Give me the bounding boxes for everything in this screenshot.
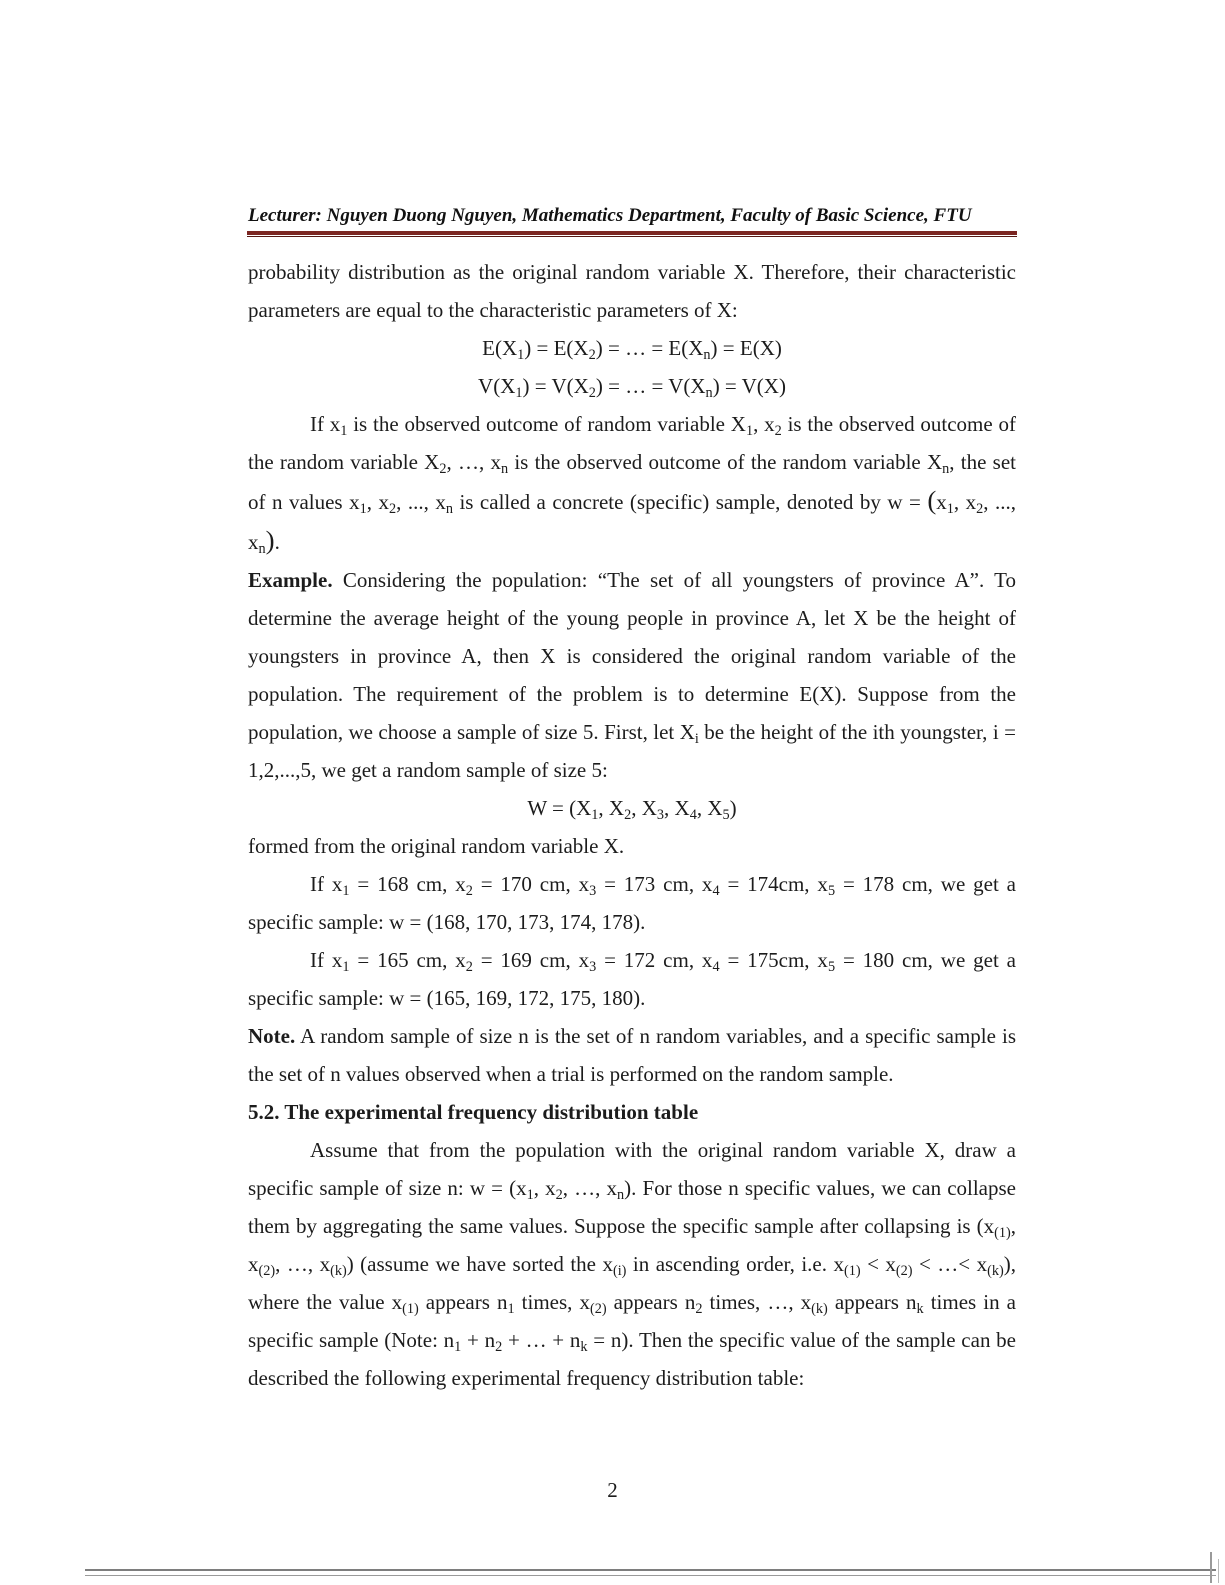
subscript-run: n [705,384,713,401]
text-run: = 173 cm, x [596,872,713,896]
subscript-run: 2 [388,500,397,517]
text-run: is the observed outcome of the random variable X [248,412,1016,474]
text-run: If x [310,412,341,436]
text-run: If x [310,948,343,972]
header-rule-thick-line [247,231,1017,235]
text-run: W = (X [527,796,592,820]
subscript-run: 2 [555,1186,563,1203]
text-run: , …, x [275,1252,331,1276]
subscript-run: n [617,1186,625,1203]
text-run: + … + n [502,1328,581,1352]
text-run: 5.2. The experimental frequency distribution table [248,1100,699,1124]
text-run: , X [664,796,690,820]
text-run: ) = E(X) [710,336,782,360]
page-header [248,204,1018,228]
subscript-run: 2 [465,958,473,975]
text-run: is the observed outcome of the random variable X [508,450,943,474]
subscript-run: 1 [507,1300,515,1317]
text-run: = 165 cm, x [349,948,466,972]
subscript-run: 1 [515,384,523,401]
subscript-run: 1 [591,806,599,823]
text-run: = 172 cm, x [596,948,713,972]
text-run: be the height of the ith youngster, i = 1,2,...,5, we get a random sample of size 5: [248,720,1016,782]
text-run: A random sample of size n is the set of n random variables, and a specific sample is the set of n values observed when a trial is performed on the random sample. [248,1024,1016,1086]
subscript-run: 1 [454,1338,462,1355]
text-run: appears n [606,1290,696,1314]
subscript-run: 3 [589,882,597,899]
subscript-run: 4 [712,882,720,899]
text-run: , x [248,1214,1016,1276]
text-run: , …, x [562,1176,618,1200]
text-run: probability distribution as the original random variable X. Therefore, their characteristic parameters are equal to the characteristic parameters of X: [248,260,1016,322]
subscript-run: 2 [624,806,632,823]
para-assume [248,1131,1016,1397]
document-body [248,253,1016,1397]
text-run: If x [310,872,343,896]
subscript-run: k [580,1338,588,1355]
text-run: in ascending order, i.e. x [626,1252,844,1276]
text-run: ) = … = V(X [595,374,706,398]
subscript-run: (2) [258,1262,276,1279]
text-run: times in a specific sample (Note: n [248,1290,1016,1352]
equation-expectation [248,329,1016,367]
para-sample-2 [248,941,1016,1017]
subscript-run: 4 [712,958,720,975]
subscript-run: 5 [827,882,836,899]
para-continuation [248,253,1016,329]
para-specific-sample [248,405,1016,561]
text-run: . [274,530,280,554]
subscript-run: 1 [340,422,348,439]
text-run: , X [696,796,723,820]
subscript-run: n [703,346,711,363]
text-run: appears n [827,1290,917,1314]
subscript-run: k [916,1300,924,1317]
text-run: = n). Then the specific value of the sample can be described the following experimental frequency distribution table: [248,1328,1017,1390]
para-formed [248,827,1016,865]
text-run: + n [461,1328,496,1352]
subscript-run: (k) [811,1300,828,1317]
header-rule [247,231,1017,237]
subscript-run: 2 [695,1300,703,1317]
text-run: is the observed outcome of random variable X [347,412,746,436]
text-run: Example. [248,568,333,592]
text-run: ) (assume we have sorted the x [346,1252,613,1276]
text-run: = 180 cm, we get a specific sample: w = (165, 169, 172, 175, 180). [248,948,1016,1010]
text-run: ) = E(X [524,336,589,360]
text-run: = 175cm, x [719,948,828,972]
text-run: x [936,490,947,514]
subscript-run: 3 [589,958,597,975]
text-run: , ..., x [248,490,1017,554]
subscript-run: 2 [588,346,596,363]
text-run: , the set of n values x [248,450,1016,514]
subscript-run: 2 [774,422,782,439]
text-run: = 170 cm, x [472,872,590,896]
page-number: 2 [607,1478,618,1502]
text-run: Considering the population: “The set of all youngsters of province A”. To determine the average height of the young people in province A, let X be the height of youngsters in province A, then X is considered the original random variable of the population. The requirement of the problem is to determine E(X). Suppose from the population, we choose a sample of size 5. First, let X [248,568,1016,744]
subscript-run: n [500,460,509,477]
text-run: times, …, x [702,1290,812,1314]
text-run: Note. [248,1024,296,1048]
subscript-run: n [942,460,950,477]
subscript-run: 2 [439,460,447,477]
subscript-run: 2 [495,1338,503,1355]
subscript-run: (i) [612,1262,627,1279]
scan-artifact-line-top [85,1569,1216,1571]
text-run: E(X [482,336,518,360]
text-run: V(X [478,374,516,398]
text-run: ) [265,525,275,555]
subscript-run: 1 [946,500,954,517]
text-run: , x [753,412,775,436]
subscript-run: (1) [402,1300,419,1317]
para-note [248,1017,1016,1093]
subscript-run: 1 [359,500,367,517]
heading-5-2 [248,1093,1016,1131]
text-run: , x [533,1176,556,1200]
text-run: ( [927,485,937,515]
text-run: times, x [514,1290,590,1314]
subscript-run: (1) [843,1262,861,1279]
text-run: ) = V(X) [712,374,786,398]
subscript-run: 4 [689,806,697,823]
text-run: , X [631,796,657,820]
text-run: ) = V(X [522,374,589,398]
text-run: is called a concrete (specific) sample, denoted by w = [452,490,928,514]
subscript-run: i [694,730,699,747]
subscript-run: 1 [342,882,350,899]
text-run: , ..., x [396,490,446,514]
scan-artifact-vertical-tick-1 [1210,1552,1212,1583]
text-run: appears n [418,1290,508,1314]
scan-artifact-line-bottom [85,1575,1216,1576]
equation-random-sample [248,789,1016,827]
text-run: < x [860,1252,896,1276]
text-run: = 169 cm, x [472,948,590,972]
subscript-run: 5 [827,958,836,975]
subscript-run: (2) [589,1300,607,1317]
scan-artifact-vertical-tick-2 [1218,1559,1219,1583]
para-sample-1 [248,865,1016,941]
header-text: Lecturer: Nguyen Duong Nguyen, Mathematics Department, Faculty of Basic Science, FTU [248,205,972,226]
text-run: ), where the value x [248,1252,1016,1314]
text-run: , X [598,796,625,820]
subscript-run: (2) [895,1262,913,1279]
text-run: Assume that from the population with the original random variable X, draw a specific sample of size n: w = (x [248,1138,1016,1200]
text-run: , x [366,490,389,514]
text-run: < …< x [912,1252,988,1276]
subscript-run: (k) [987,1262,1004,1279]
text-run: = 174cm, x [719,872,828,896]
para-example [248,561,1016,789]
subscript-run: (1) [994,1224,1011,1241]
equation-variance [248,367,1016,405]
subscript-run: n [258,540,266,557]
subscript-run: n [445,500,453,517]
header-rule-thin-line [247,236,1017,237]
subscript-run: 5 [722,806,730,823]
subscript-run: 3 [656,806,665,823]
text-run: , x [953,490,977,514]
subscript-run: 2 [588,384,596,401]
subscript-run: 1 [342,958,350,975]
subscript-run: 2 [976,500,984,517]
subscript-run: 2 [465,882,473,899]
text-run: , …, x [446,450,501,474]
text-run: ) [729,796,737,820]
text-run: ). For those n specific values, we can collapse them by aggregating the same values. Suppose the specific sample after collapsing is (x [248,1176,1016,1238]
subscript-run: 1 [526,1186,534,1203]
subscript-run: 1 [517,346,525,363]
text-run: = 178 cm, we get a specific sample: w = (168, 170, 173, 174, 178). [248,872,1016,934]
text-run: = 168 cm, x [349,872,466,896]
text-run: ) = … = E(X [595,336,704,360]
text-run: formed from the original random variable X. [248,834,625,858]
subscript-run: (k) [330,1262,347,1279]
subscript-run: 1 [745,422,754,439]
